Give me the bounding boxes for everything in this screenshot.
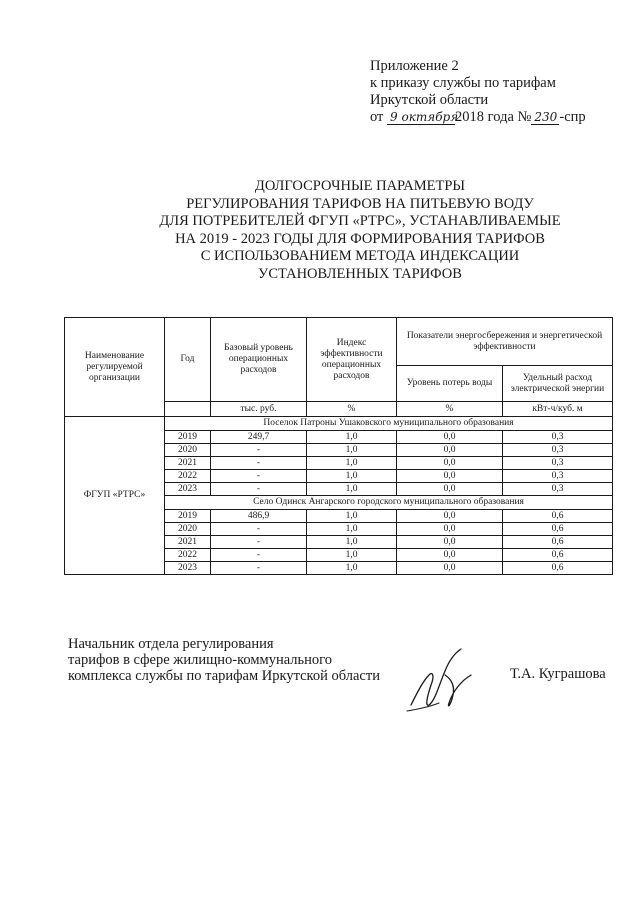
cell-loss: 0,0 xyxy=(397,470,503,483)
cell-electric: 0,3 xyxy=(503,483,613,496)
section-title: Село Одинск Ангарского городского муниципального образования xyxy=(165,496,613,510)
header-organization: Наименование регулируемой организации xyxy=(65,318,165,417)
appendix-date-line xyxy=(370,109,586,126)
cell-index: 1,0 xyxy=(307,457,397,470)
appendix-order-ref: к приказу службы по тарифам xyxy=(370,75,556,91)
header-energy-group: Показатели энергосбережения и энергетической эффективности xyxy=(397,318,613,366)
unit-base: тыс. руб. xyxy=(211,402,307,417)
cell-year: 2022 xyxy=(165,470,211,483)
title-line: НА 2019 - 2023 ГОДЫ ДЛЯ ФОРМИРОВАНИЯ ТАРИФОВ xyxy=(175,230,545,247)
cell-base: - xyxy=(211,444,307,457)
unit-electric: кВт-ч/куб. м xyxy=(503,402,613,417)
handwritten-signature xyxy=(405,645,485,715)
header-electric-consumption: Удельный расход электрической энергии xyxy=(503,366,613,402)
tariff-parameters-table xyxy=(64,317,613,575)
cell-year: 2020 xyxy=(165,523,211,536)
cell-loss: 0,0 xyxy=(397,510,503,523)
handwritten-number: 230 xyxy=(531,110,559,125)
signatory-name: Т.А. Куграшова xyxy=(510,666,606,682)
cell-year: 2019 xyxy=(165,510,211,523)
cell-electric: 0,3 xyxy=(503,431,613,444)
cell-loss: 0,0 xyxy=(397,431,503,444)
cell-year: 2020 xyxy=(165,444,211,457)
cell-base: - xyxy=(211,457,307,470)
cell-electric: 0,3 xyxy=(503,444,613,457)
appendix-number: Приложение 2 xyxy=(370,58,459,74)
cell-year: 2021 xyxy=(165,457,211,470)
cell-index: 1,0 xyxy=(307,536,397,549)
cell-index: 1,0 xyxy=(307,470,397,483)
cell-loss: 0,0 xyxy=(397,483,503,496)
cell-base: 249,7 xyxy=(211,431,307,444)
organization-name: ФГУП «РТРС» xyxy=(65,417,165,575)
section-title: Поселок Патроны Ушаковского муниципального образования xyxy=(165,417,613,431)
appendix-prefix: от xyxy=(370,109,384,125)
header-efficiency-index: Индекс эффективности операционных расходов xyxy=(307,318,397,402)
cell-loss: 0,0 xyxy=(397,536,503,549)
appendix-block xyxy=(370,58,586,126)
header-base-level: Базовый уровень операционных расходов xyxy=(211,318,307,402)
header-water-loss: Уровень потерь воды xyxy=(397,366,503,402)
cell-index: 1,0 xyxy=(307,431,397,444)
cell-loss: 0,0 xyxy=(397,444,503,457)
cell-year: 2023 xyxy=(165,562,211,575)
cell-loss: 0,0 xyxy=(397,457,503,470)
cell-base: - xyxy=(211,536,307,549)
signatory-position: Начальник отдела регулирования xyxy=(68,636,274,652)
header-year: Год xyxy=(165,318,211,402)
cell-index: 1,0 xyxy=(307,562,397,575)
cell-base: 486,9 xyxy=(211,510,307,523)
cell-index: 1,0 xyxy=(307,523,397,536)
title-line: С ИСПОЛЬЗОВАНИЕМ МЕТОДА ИНДЕКСАЦИИ xyxy=(200,248,520,264)
title-line: ДОЛГОСРОЧНЫЕ ПАРАМЕТРЫ xyxy=(254,178,466,194)
cell-index: 1,0 xyxy=(307,549,397,562)
signatory-position: комплекса службы по тарифам Иркутской области xyxy=(68,668,380,684)
cell-index: 1,0 xyxy=(307,444,397,457)
unit-year-empty xyxy=(165,402,211,417)
signatory-position: тарифов в сфере жилищно-коммунального xyxy=(68,652,332,668)
title-line: УСТАНОВЛЕННЫХ ТАРИФОВ xyxy=(258,265,462,282)
cell-base: - xyxy=(211,483,307,496)
handwritten-date: 9 октября xyxy=(387,110,455,125)
appendix-year-text: 2018 года № xyxy=(455,109,532,125)
cell-electric: 0,6 xyxy=(503,523,613,536)
unit-loss: % xyxy=(397,402,503,417)
cell-year: 2022 xyxy=(165,549,211,562)
appendix-region: Иркутской области xyxy=(370,92,489,108)
cell-base: - xyxy=(211,562,307,575)
cell-index: 1,0 xyxy=(307,510,397,523)
cell-base: - xyxy=(211,549,307,562)
cell-year: 2021 xyxy=(165,536,211,549)
appendix-suffix: -спр xyxy=(559,109,586,125)
cell-loss: 0,0 xyxy=(397,562,503,575)
cell-electric: 0,3 xyxy=(503,457,613,470)
title-line: РЕГУЛИРОВАНИЯ ТАРИФОВ НА ПИТЬЕВУЮ ВОДУ xyxy=(186,195,534,212)
signature-block xyxy=(68,636,380,684)
cell-year: 2023 xyxy=(165,483,211,496)
cell-electric: 0,6 xyxy=(503,562,613,575)
cell-electric: 0,6 xyxy=(503,549,613,562)
title-line: ДЛЯ ПОТРЕБИТЕЛЕЙ ФГУП «РТРС», УСТАНАВЛИВАЕМЫЕ xyxy=(159,213,561,229)
cell-year: 2019 xyxy=(165,431,211,444)
cell-electric: 0,6 xyxy=(503,510,613,523)
cell-electric: 0,3 xyxy=(503,470,613,483)
cell-base: - xyxy=(211,470,307,483)
cell-base: - xyxy=(211,523,307,536)
cell-loss: 0,0 xyxy=(397,523,503,536)
document-title xyxy=(120,178,600,283)
cell-electric: 0,6 xyxy=(503,536,613,549)
cell-index: 1,0 xyxy=(307,483,397,496)
unit-index: % xyxy=(307,402,397,417)
cell-loss: 0,0 xyxy=(397,549,503,562)
